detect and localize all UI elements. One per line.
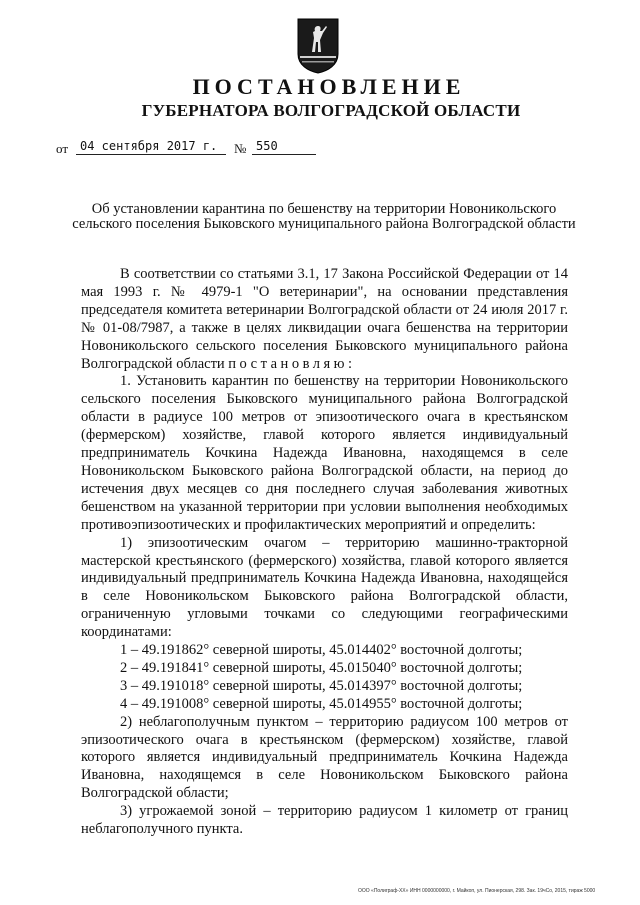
number-label: № bbox=[234, 141, 247, 156]
subitem-1-paragraph: 1) эпизоотическим очагом – территорию машинно-тракторной мастерской крестьянского (фермерского) хозяйства, главой которого является индивидуальный предприниматель Кочкина Надежда Ивановна, находящейся в селе Новоникольском Быковского района Волгоградской области, ограниченную угловыми точками со следующими географическими координатами: bbox=[81, 534, 568, 641]
decree-word: постановляю: bbox=[228, 355, 356, 372]
coat-of-arms-emblem bbox=[297, 18, 339, 74]
preamble-paragraph bbox=[81, 266, 568, 373]
document-title: ПОСТАНОВЛЕНИЕ bbox=[192, 74, 466, 99]
subitem-2-paragraph: 2) неблагополучным пунктом – территорию радиусом 100 метров от эпизоотического очага в крестьянском (фермерском) хозяйстве, главой которого является индивидуальный предприниматель Кочкина Надежда Ивановна, находящемся в селе Новоникольском Быковского района Волгоградской области; bbox=[81, 713, 568, 802]
document-issuer: ГУБЕРНАТОРА ВОЛГОГРАДСКОЙ ОБЛАСТИ bbox=[141, 101, 521, 120]
date-label: от bbox=[56, 141, 69, 156]
coordinate-line: 2 – 49.191841° северной широты, 45.015040° восточной долготы; bbox=[120, 659, 523, 676]
printer-imprint: ООО «Полиграф-ХХ» ИНН 0000000000, г. Майкоп, ул. Пионерская, 298. Зак. 19чСо, 2015, тираж 5000 bbox=[358, 888, 596, 894]
subitem-3-paragraph: 3) угрожаемой зоной – территорию радиусом 1 километр от границ неблагополучного пункта. bbox=[81, 803, 568, 838]
item-1-paragraph: 1. Установить карантин по бешенству на территории Новоникольского сельского поселения Быковского муниципального района Волгоградской области в радиусе 100 метров от эпизоотического очага в крестьянском (фермерском) хозяйстве, главой которого является индивидуальный предприниматель Кочкина Надежда Ивановна, находящемся в селе Новоникольском Быковского района Волгоградской области, на период до истечения двух месяцев со дня последнего случая заболевания животных бешенством на указанной территории при условии выполнения необходимых противоэпизоотических и профилактических мероприятий и определить: bbox=[81, 373, 568, 533]
document-subject: Об установлении карантина по бешенству на территории Новоникольского сельского поселения Быковского муниципального района Волгоградской области bbox=[72, 201, 576, 232]
preamble-text: В соответствии со статьями 3.1, 17 Закона Российской Федерации от 14 мая 1993 г. № 4979-1 "О ветеринарии", на основании представления председателя комитета ветеринарии Волгоградской области от 24 июля 2017 г. № 01-08/7987, а также в целях ликвидации очага бешенства на территории Новоникольского сельского поселения Быковского муниципального района Волгоградской области bbox=[81, 266, 568, 372]
number-value: 550 bbox=[252, 139, 316, 155]
date-value: 04 сентября 2017 г. bbox=[76, 139, 226, 155]
document-heading bbox=[0, 76, 640, 119]
document-body bbox=[81, 266, 568, 839]
coordinate-line: 4 – 49.191008° северной широты, 45.014955° восточной долготы; bbox=[120, 695, 523, 712]
coordinate-line: 3 – 49.191018° северной широты, 45.014397° восточной долготы; bbox=[120, 677, 523, 694]
coordinate-line: 1 – 49.191862° северной широты, 45.014402° восточной долготы; bbox=[120, 642, 523, 659]
